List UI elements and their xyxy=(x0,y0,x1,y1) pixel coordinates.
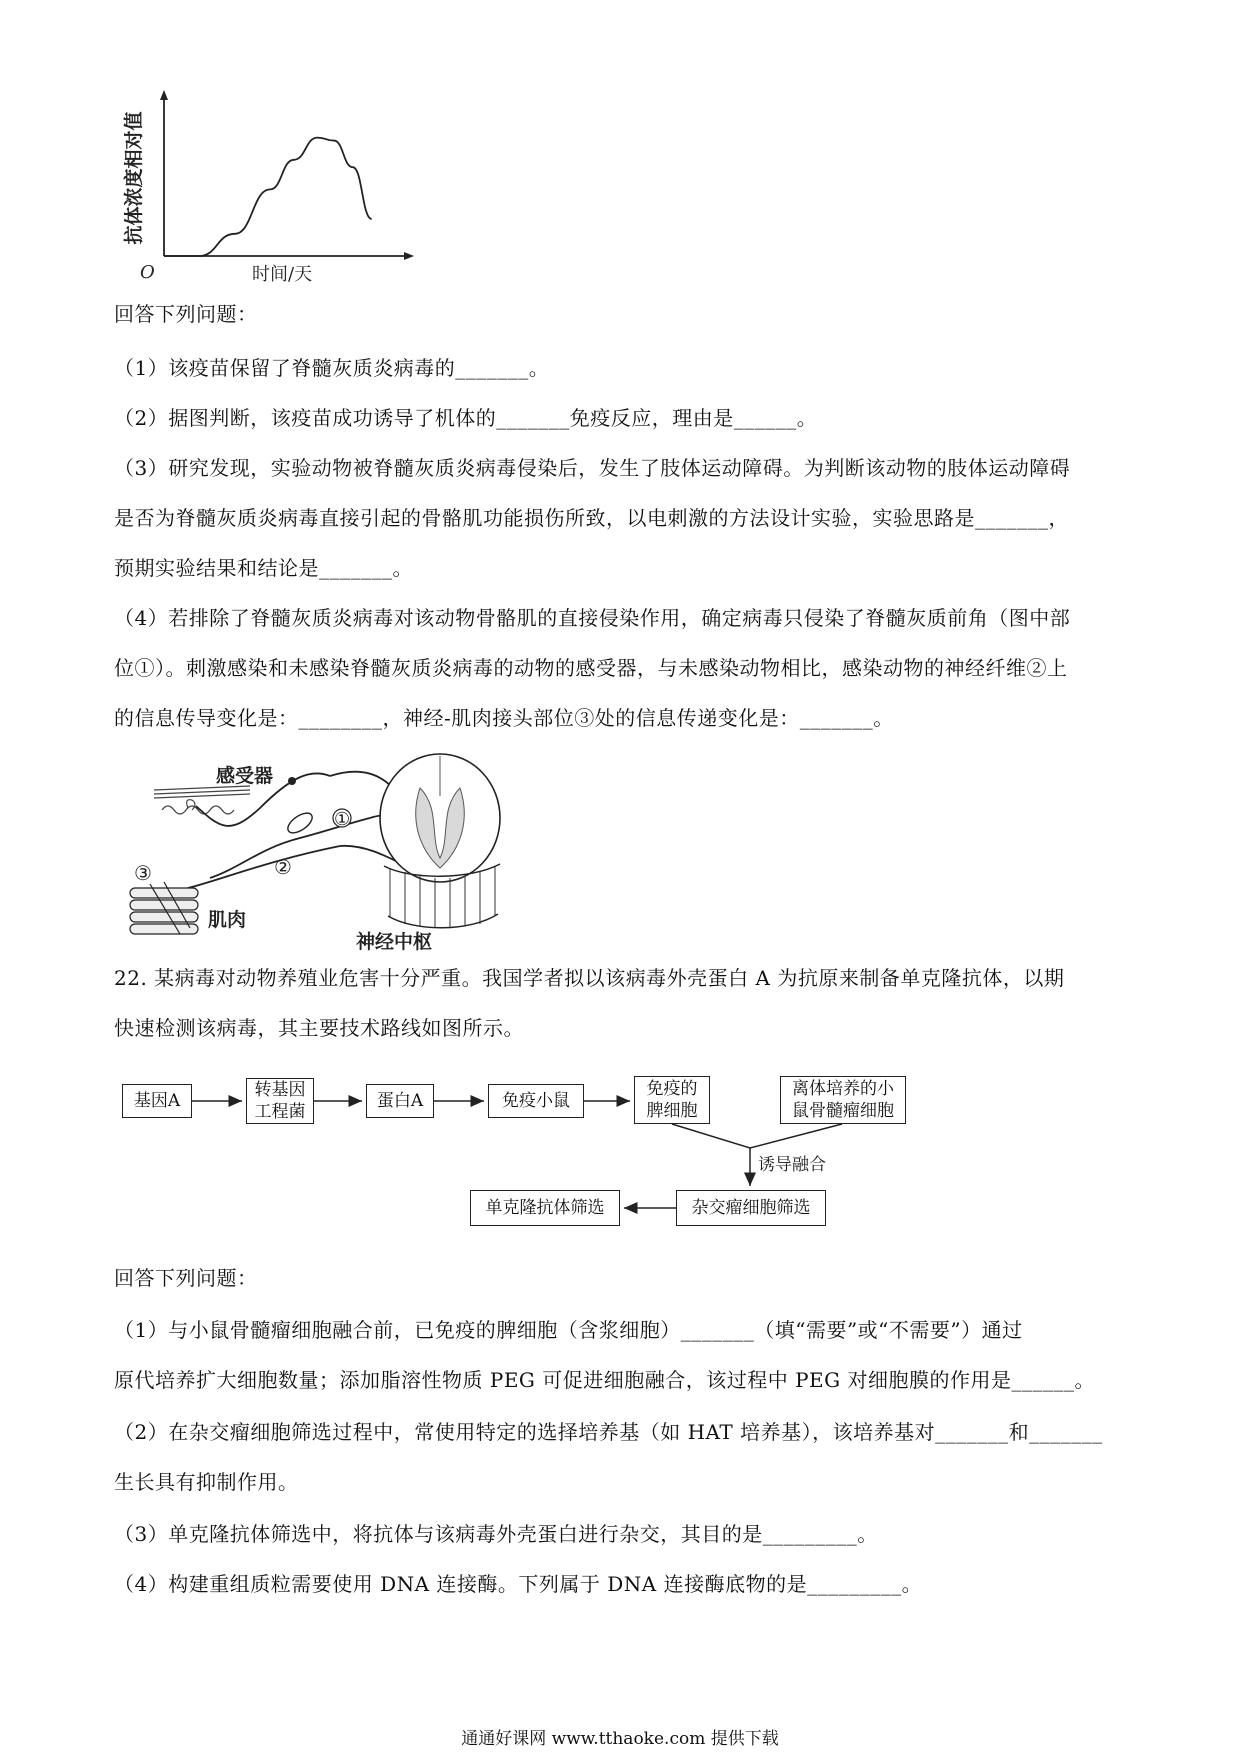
intro-21: 回答下列问题： xyxy=(114,302,258,326)
footer-source: 通通好课网 www.tthaoke.com 提供下载 xyxy=(461,1729,779,1749)
arrow-merge xyxy=(672,1124,842,1148)
y-axis-label: 抗体浓度相对值 xyxy=(123,111,145,245)
flow-myeloma-label-1: 离体培养的小 xyxy=(792,1079,894,1099)
q22-1-line2: 原代培养扩大细胞数量；添加脂溶性物质 PEG 可促进细胞融合，该过程中 PEG 对细胞膜的作用是______。 xyxy=(114,1368,1095,1392)
q22-stem-line2: 快速检测该病毒，其主要技术路线如图所示。 xyxy=(114,1016,524,1040)
q21-1: （1）该疫苗保留了脊髓灰质炎病毒的_______。 xyxy=(114,356,550,380)
q22-3: （3）单克隆抗体筛选中，将抗体与该病毒外壳蛋白进行杂交，其目的是_________。 xyxy=(114,1522,878,1546)
mark-3-label: ③ xyxy=(134,861,152,885)
mark-2-label: ② xyxy=(274,855,292,879)
flow-immune-mouse-label: 免疫小鼠 xyxy=(502,1091,570,1111)
q21-3-line1: （3）研究发现，实验动物被脊髓灰质炎病毒侵染后，发生了肢体运动障碍。为判断该动物的肢体运动障碍 xyxy=(114,456,1071,480)
flow-spleen-label-1: 免疫的 xyxy=(646,1079,698,1099)
origin-label: O xyxy=(140,262,155,283)
mark-1-label: ① xyxy=(334,809,351,830)
q22-2-line2: 生长具有抑制作用。 xyxy=(114,1470,299,1494)
flow-hybridoma-label: 杂交瘤细胞筛选 xyxy=(691,1198,811,1218)
flow-gene-a-label: 基因A xyxy=(133,1091,181,1111)
muscle-label: 肌肉 xyxy=(208,909,247,931)
flow-antibody-label: 单克隆抗体筛选 xyxy=(485,1198,605,1218)
q21-4-line1: （4）若排除了脊髓灰质炎病毒对该动物骨骼肌的直接侵染作用，确定病毒只侵染了脊髓灰质前角（图中部 xyxy=(114,606,1071,630)
q22-stem-line1: 22. 某病毒对动物养殖业危害十分严重。我国学者拟以该病毒外壳蛋白 A 为抗原来制备单克隆抗体，以期 xyxy=(114,966,1065,990)
flow-spleen-label-2: 脾细胞 xyxy=(646,1101,698,1121)
q22-1-line1: （1）与小鼠骨髓瘤细胞融合前，已免疫的脾细胞（含浆细胞）_______（填“需要”或“不需要”）通过 xyxy=(114,1318,1023,1342)
q22-2-line1: （2）在杂交瘤细胞筛选过程中，常使用特定的选择培养基（如 HAT 培养基），该培养基对_______和_______ xyxy=(114,1420,1103,1444)
q21-4-line3: 的信息传导变化是：________，神经-肌肉接头部位③处的信息传递变化是：_______。 xyxy=(114,706,894,730)
q21-3-line2: 是否为脊髓灰质炎病毒直接引起的骨骼肌功能损伤所致，以电刺激的方法设计实验，实验思路是_______， xyxy=(114,506,1069,530)
fusion-label: 诱导融合 xyxy=(758,1155,826,1175)
x-axis-label: 时间/天 xyxy=(252,264,313,285)
q21-2: （2）据图判断，该疫苗成功诱导了机体的_______免疫反应，理由是______。 xyxy=(114,406,818,430)
center-label: 神经中枢 xyxy=(356,931,433,953)
flow-myeloma-label-2: 鼠骨髓瘤细胞 xyxy=(792,1101,894,1121)
flow-protein-a-label: 蛋白A xyxy=(376,1091,424,1111)
receptor-label: 感受器 xyxy=(216,765,274,787)
flow-transgenic-label-2: 工程菌 xyxy=(254,1102,306,1122)
q21-4-line2: 位①）。刺激感染和未感染脊髓灰质炎病毒的动物的感受器，与未感染动物相比，感染动物的神经纤维②上 xyxy=(114,656,1068,680)
flow-transgenic-label-1: 转基因 xyxy=(254,1080,306,1100)
intro-22: 回答下列问题： xyxy=(114,1266,258,1290)
q22-4: （4）构建重组质粒需要使用 DNA 连接酶。下列属于 DNA 连接酶底物的是_________。 xyxy=(114,1572,923,1596)
q21-3-line3: 预期实验结果和结论是_______。 xyxy=(114,556,413,580)
